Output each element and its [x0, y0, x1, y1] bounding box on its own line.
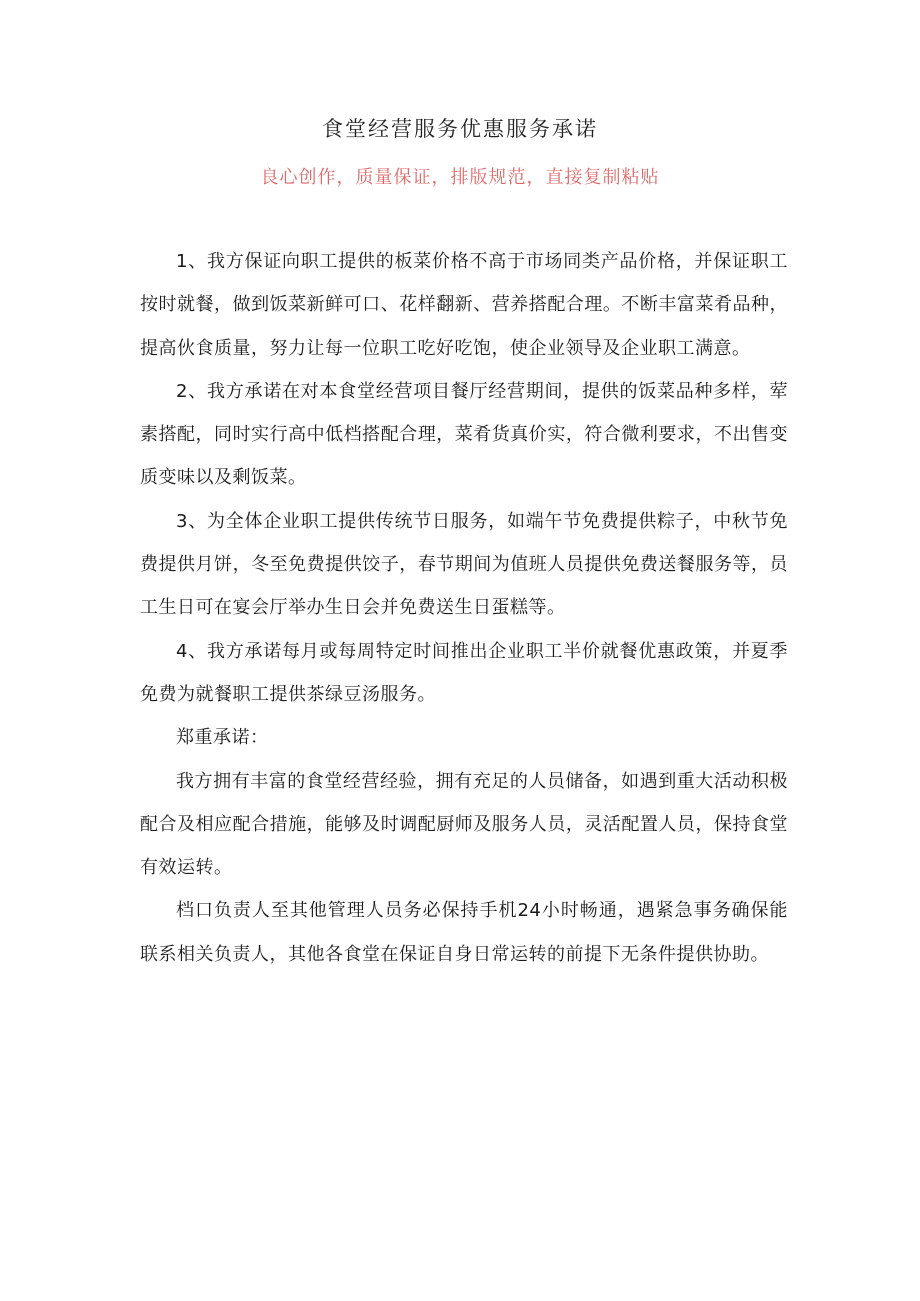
- paragraph-solemn-heading: 郑重承诺：: [176, 727, 269, 749]
- paragraph-commitment-2: 2、我方承诺在对本食堂经营项目餐厅经营期间，提供的饭菜品种多样，荤素搭配，同时实行高中低档搭配合理，菜肴货真价实，符合微利要求，不出售变质变味以及剩饭菜。: [140, 380, 788, 489]
- paragraph-experience: 我方拥有丰富的食堂经营经验，拥有充足的人员储备，如遇到重大活动积极配合及相应配合措施，能够及时调配厨师及服务人员，灵活配置人员，保持食堂有效运转。: [140, 770, 788, 879]
- document-title: 食堂经营服务优惠服务承诺: [322, 117, 598, 141]
- document-body: [140, 240, 788, 976]
- document-subtitle: 良心创作，质量保证，排版规范，直接复制粘贴: [260, 167, 660, 188]
- paragraph-commitment-4: 4、我方承诺每月或每周特定时间推出企业职工半价就餐优惠政策，并夏季免费为就餐职工提供茶绿豆汤服务。: [140, 640, 788, 705]
- paragraph-commitment-3: 3、为全体企业职工提供传统节日服务，如端午节免费提供粽子，中秋节免费提供月饼，冬至免费提供饺子，春节期间为值班人员提供免费送餐服务等，员工生日可在宴会厅举办生日会并免费送生日蛋糕等。: [140, 510, 788, 619]
- paragraph-contact: 档口负责人至其他管理人员务必保持手机24小时畅通，遇紧急事务确保能联系相关负责人，其他各食堂在保证自身日常运转的前提下无条件提供协助。: [140, 900, 788, 965]
- paragraph-commitment-1: 1、我方保证向职工提供的板菜价格不高于市场同类产品价格，并保证职工按时就餐，做到饭菜新鲜可口、花样翻新、营养搭配合理。不断丰富菜肴品种，提高伙食质量，努力让每一位职工吃好吃饱，使企业领导及企业职工满意。: [140, 251, 788, 359]
